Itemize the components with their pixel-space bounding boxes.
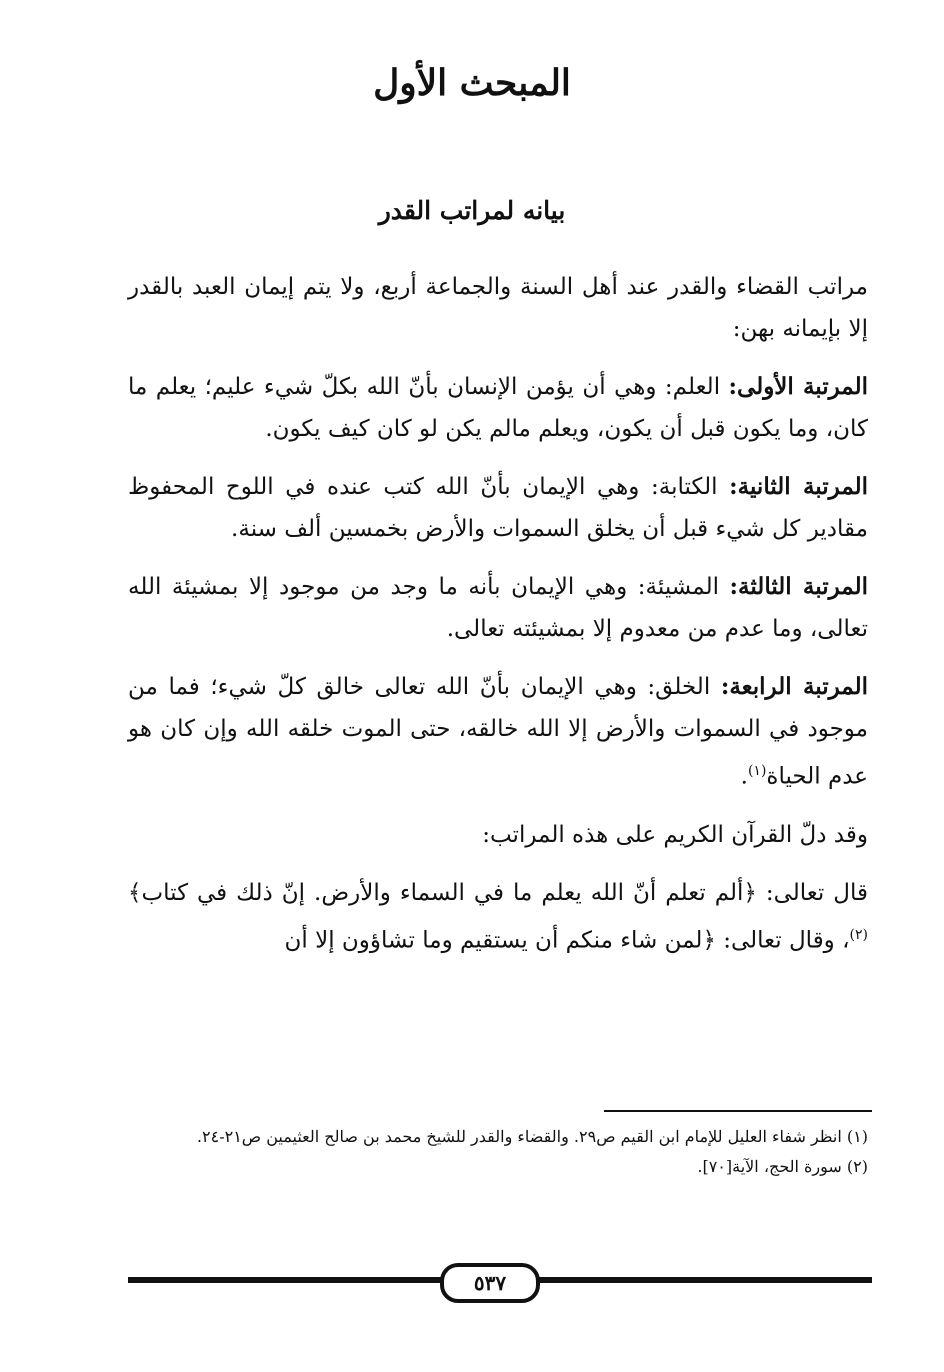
intro-paragraph: مراتب القضاء والقدر عند أهل السنة والجماعة أربع، ولا يتم إيمان العبد بالقدر إلا بإيمانه بهن: xyxy=(128,274,868,342)
rank-2-paragraph xyxy=(128,466,868,550)
rank-1-heading: المرتبة الأولى: xyxy=(728,373,868,400)
footnote-ref-1: (١) xyxy=(747,763,767,779)
footnote-ref-2: (٢) xyxy=(849,926,868,943)
chapter-title: المبحث الأول xyxy=(373,62,571,104)
footnote-2: (٢) سورة الحج، الآية[٧٠]. xyxy=(697,1157,868,1176)
rank-3-text: المشيئة: وهي الإيمان بأنه ما وجد من موجود إلا بمشيئة الله تعالى، وما عدم من معدوم إلا بمشيئته تعالى. xyxy=(128,574,868,642)
rank-4-text: الخلق: وهي الإيمان بأنّ الله تعالى خالق كلّ شيء؛ فما من موجود في السموات والأرض إلا الله خالقه، حتى الموت خلقه الله وإن كان هو عدم الحياة xyxy=(128,674,868,790)
rank-3-heading: المرتبة الثالثة: xyxy=(729,573,868,600)
rank-3-paragraph xyxy=(128,566,868,650)
footnote-1: (١) انظر شفاء العليل للإمام ابن القيم ص٢٩. والقضاء والقدر للشيخ محمد بن صالح العثيمين ص٢١-٢٤. xyxy=(196,1127,868,1146)
body-text xyxy=(128,266,868,977)
quran-quote-part-1: قال تعالى: ﴿ألم تعلم أنّ الله يعلم ما في السماء والأرض. إنّ ذلك في كتاب﴾ xyxy=(128,879,868,906)
evidence-intro-paragraph: وقد دلّ القرآن الكريم على هذه المراتب: xyxy=(482,821,868,848)
footnotes xyxy=(128,1122,868,1182)
quran-quote-part-2: ، وقال تعالى: ﴿لمن شاء منكم أن يستقيم وما تشاؤون إلا أن xyxy=(284,927,850,954)
rank-1-text: العلم: وهي أن يؤمن الإنسان بأنّ الله بكلّ شيء عليم؛ يعلم ما كان، وما يكون قبل أن يكون، ويعلم مالم يكن لو كان كيف يكون. xyxy=(128,374,868,442)
rank-2-text: الكتابة: وهي الإيمان بأنّ الله كتب عنده في اللوح المحفوظ مقادير كل شيء قبل أن يخلق السموات والأرض بخمسين ألف سنة. xyxy=(128,474,868,542)
rank-4-heading: المرتبة الرابعة: xyxy=(720,673,869,700)
section-title: بيانه لمراتب القدر xyxy=(378,196,566,225)
quran-quote-paragraph xyxy=(128,872,868,962)
rank-4-end: . xyxy=(740,763,748,790)
rank-4-paragraph xyxy=(128,666,868,798)
footnote-divider xyxy=(604,1110,872,1112)
page-number: ٥٣٧ xyxy=(440,1263,540,1303)
rank-1-paragraph xyxy=(128,366,868,450)
rank-2-heading: المرتبة الثانية: xyxy=(729,473,869,500)
